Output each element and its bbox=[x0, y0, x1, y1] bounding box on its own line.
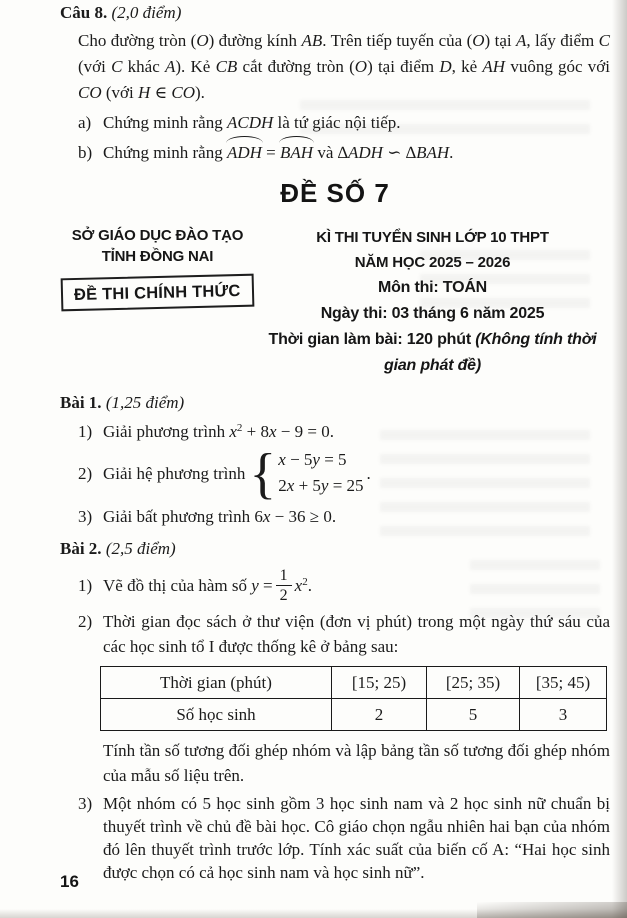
exam-info-block bbox=[255, 225, 610, 379]
cau8-item-a-text: Chứng minh rằng ACDH là tứ giác nội tiếp. bbox=[103, 113, 401, 132]
scan-edge-shadow-bottom bbox=[0, 909, 627, 918]
bai1-item-2-prefix: Giải hệ phương trình bbox=[103, 463, 246, 483]
section-bai2 bbox=[0, 536, 627, 884]
cau8-item-a bbox=[78, 110, 610, 135]
issuing-department-block bbox=[60, 225, 255, 379]
fraction-denominator: 2 bbox=[276, 585, 292, 604]
item-marker: 3) bbox=[78, 507, 93, 526]
item-marker: a) bbox=[78, 113, 92, 132]
exam-number-title: ĐỀ SỐ 7 bbox=[280, 178, 390, 208]
function-equation bbox=[103, 567, 312, 604]
exam-name-line: KÌ THI TUYỂN SINH LỚP 10 THPT bbox=[316, 229, 549, 246]
school-year-line: NĂM HỌC 2025 – 2026 bbox=[354, 254, 511, 271]
department-line-1: SỞ GIÁO DỤC ĐÀO TẠO bbox=[71, 227, 244, 244]
bai1-item-3-text: Giải bất phương trình 6x − 36 ≥ 0. bbox=[103, 507, 337, 526]
system-equation-1: x − 5y = 5 bbox=[278, 450, 347, 469]
table-data-row bbox=[101, 699, 607, 731]
bai1-label: Bài 1. bbox=[60, 393, 102, 412]
bai1-item-2-text bbox=[103, 443, 610, 506]
item-marker: 1) bbox=[78, 576, 93, 595]
cau8-item-b-text: Chứng minh rằng ADH = BAH và ∆ADH ∽ ∆BAH. bbox=[103, 140, 610, 165]
duration-line bbox=[255, 327, 610, 379]
subject-line: Môn thi: TOÁN bbox=[377, 279, 488, 296]
bai2-points: (2,5 điểm) bbox=[105, 539, 176, 558]
official-exam-stamp-box: ĐỀ THI CHÍNH THỨC bbox=[61, 274, 254, 312]
fraction-numerator: 1 bbox=[279, 567, 288, 584]
cau8-points: (2,0 điểm) bbox=[111, 3, 182, 22]
section-bai1 bbox=[0, 390, 627, 529]
system-equation-line bbox=[103, 443, 371, 506]
sentence-period: . bbox=[366, 463, 371, 483]
bai2-item-2-task-paragraph: Tính tần số tương đối ghép nhóm và lập bảng tần số tương đối ghép nhóm của mẫu số liệu trên. bbox=[103, 741, 610, 785]
frequency-table bbox=[100, 666, 607, 731]
cau8-item-b bbox=[78, 140, 610, 165]
duration-text: Thời gian làm bài: 120 phút bbox=[268, 331, 476, 348]
bai1-item-1 bbox=[78, 419, 610, 444]
bai2-label: Bài 2. bbox=[60, 539, 102, 558]
bai2-item-3-text: Một nhóm có 5 học sinh gồm 3 học sinh nam và 2 học sinh nữ chuẩn bị thuyết trình về chủ đề bài học. Cô giáo chọn ngẫu nhiên hai bạn của nhóm đó lên thuyết trình trước lớp. Tính xác suất của biến cố A: “Hai học sinh được chọn có cả học sinh nam và học sinh nữ”. bbox=[103, 794, 610, 882]
bai2-item-1-suffix: $x^2$. bbox=[294, 576, 312, 595]
scan-corner-shadow bbox=[477, 902, 627, 918]
exam-date-line: Ngày thi: 03 tháng 6 năm 2025 bbox=[320, 305, 545, 322]
table-header-cell: Thời gian (phút) bbox=[101, 667, 332, 699]
item-marker: 2) bbox=[78, 463, 93, 483]
table-cell: 2 bbox=[332, 699, 427, 731]
bai2-item-3 bbox=[78, 791, 610, 884]
table-cell: 3 bbox=[520, 699, 607, 731]
page-number: 16 bbox=[60, 872, 79, 891]
table-header-cell: [15; 25) bbox=[332, 667, 427, 699]
item-marker: 3) bbox=[78, 794, 93, 813]
exam-header bbox=[0, 217, 627, 379]
bai2-item-2 bbox=[78, 609, 610, 659]
cau8-label: Câu 8. bbox=[60, 3, 108, 22]
bai2-item-1 bbox=[78, 567, 610, 604]
item-marker: 2) bbox=[78, 612, 93, 631]
table-cell: Số học sinh bbox=[101, 699, 332, 731]
bai2-item-1-text bbox=[103, 567, 610, 604]
table-header-cell: [25; 35) bbox=[427, 667, 520, 699]
bai1-heading bbox=[60, 390, 610, 415]
cau8-heading bbox=[60, 0, 610, 25]
system-equation-2: 2x + 5y = 25 bbox=[278, 476, 364, 495]
fraction-one-half bbox=[276, 567, 292, 604]
bai2-heading bbox=[60, 536, 610, 561]
item-marker: 1) bbox=[78, 422, 93, 441]
bai1-item-2 bbox=[78, 443, 610, 506]
bai2-item-1-prefix: Vẽ đồ thị của hàm số y = bbox=[103, 576, 273, 595]
table-header-row bbox=[101, 667, 607, 699]
cau8-body-paragraph: Cho đường tròn (O) đường kính AB. Trên tiếp tuyến của (O) tại A, lấy điểm C (với C khác A). Kẻ CB cắt đường tròn (O) tại điểm D, kẻ AH vuông góc với CO (với H ∈ CO). bbox=[78, 31, 611, 102]
bai1-item-1-text: Giải phương trình $x^2 + 8x - 9 = 0$. bbox=[103, 422, 334, 441]
bai2-item-2-text: Thời gian đọc sách ở thư viện (đơn vị phút) trong một ngày thứ sáu của các học sinh tổ I được thống kê ở bảng sau: bbox=[103, 612, 610, 656]
equation-system bbox=[249, 443, 371, 506]
table-header-cell: [35; 45) bbox=[520, 667, 607, 699]
section-cau8 bbox=[0, 0, 627, 165]
duration-note: (Không tính thời gian phát đề) bbox=[384, 331, 597, 374]
left-brace-glyph: { bbox=[249, 443, 277, 506]
bai1-points: (1,25 điểm) bbox=[105, 393, 185, 412]
item-marker: b) bbox=[78, 143, 93, 162]
system-equations bbox=[278, 447, 363, 499]
table-cell: 5 bbox=[427, 699, 520, 731]
department-line-2: TỈNH ĐỒNG NAI bbox=[101, 248, 214, 265]
bai1-item-3 bbox=[78, 504, 610, 529]
